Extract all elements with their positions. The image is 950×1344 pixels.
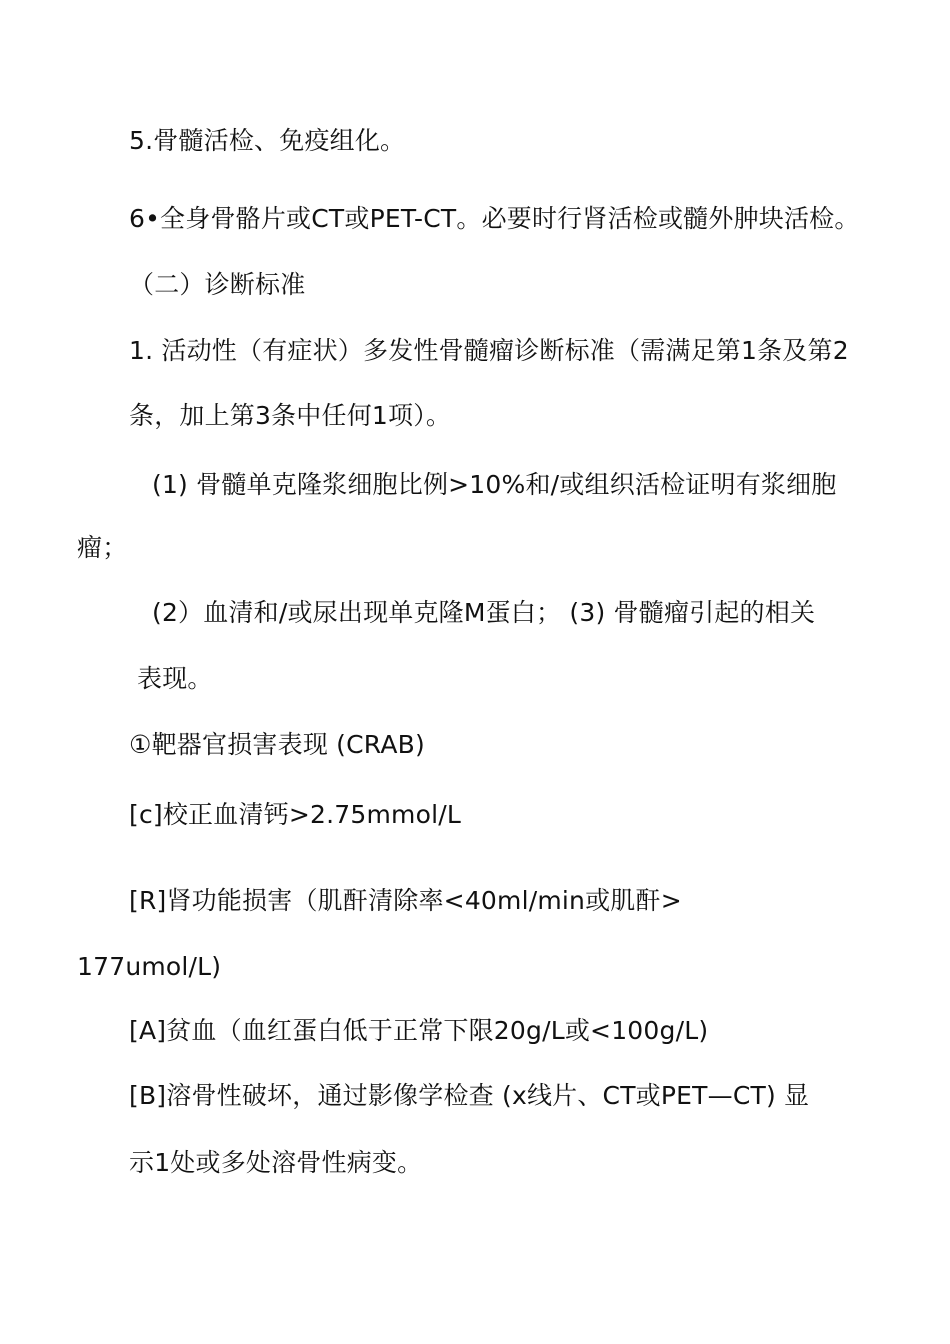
- text-line: (2）血清和/或尿出现单克隆M蛋白； (3) 骨髓瘤引起的相关: [152, 598, 816, 627]
- text-line: [B]溶骨性破坏，通过影像学检查 (x线片、CT或PET—CT) 显: [129, 1081, 810, 1110]
- text-line: 示1处或多处溶骨性病变。: [129, 1148, 423, 1177]
- text-line: 条，加上第3条中任何1项）。: [129, 401, 452, 430]
- section-heading: （二）诊断标准: [129, 270, 306, 299]
- text-line: (1) 骨髓单克隆浆细胞比例>10%和/或组织活检证明有浆细胞: [152, 470, 837, 499]
- text-line: [A]贫血（血红蛋白低于正常下限20g/L或<100g/L): [129, 1016, 709, 1045]
- text-line: [R]肾功能损害（肌酐清除率<40ml/min或肌酐>: [129, 886, 682, 915]
- text-line: ①靶器官损害表现 (CRAB): [129, 730, 425, 759]
- text-line: [c]校正血清钙>2.75mmol/L: [129, 800, 461, 829]
- text-line: 1. 活动性（有症状）多发性骨髓瘤诊断标准（需满足第1条及第2: [129, 336, 849, 365]
- text-line: 瘤；: [77, 533, 128, 562]
- text-line: 5.骨髓活检、免疫组化。: [129, 126, 406, 155]
- text-line: 表现。: [137, 664, 213, 693]
- text-line: 177umol/L): [77, 952, 222, 981]
- text-line: 6•全身骨骼片或CT或PET-CT。必要时行肾活检或髓外肿块活检。: [129, 204, 860, 233]
